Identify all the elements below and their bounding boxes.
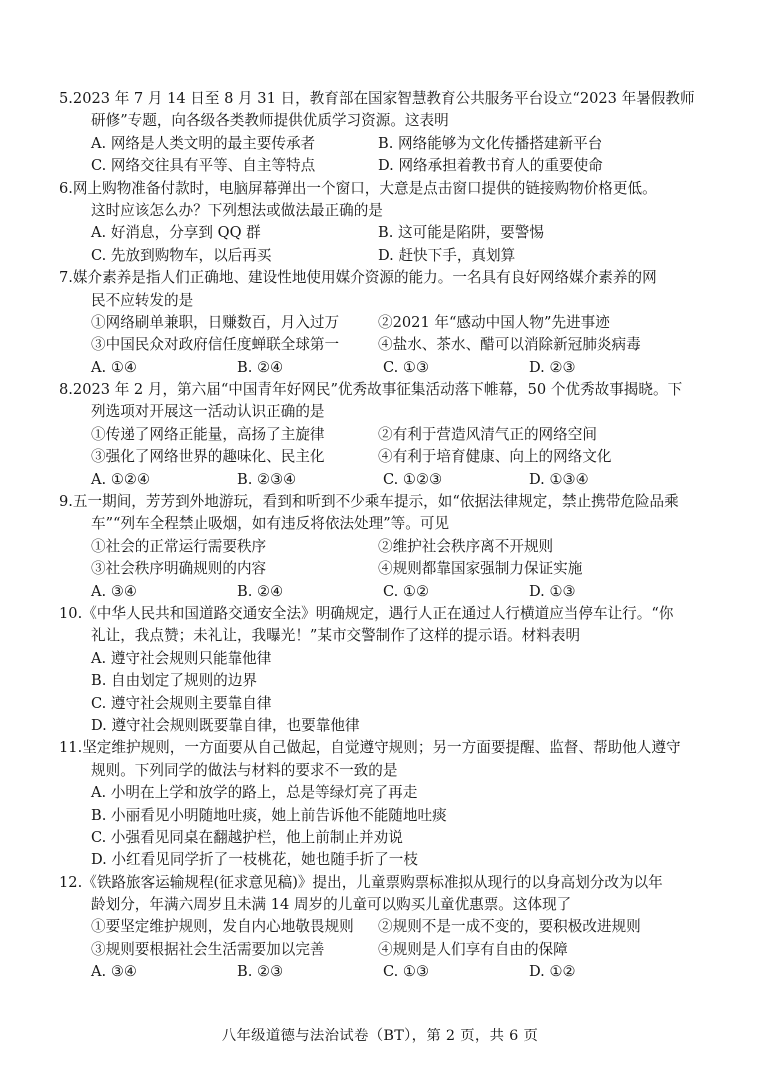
question-stem: 5.2023 年 7 月 14 日至 8 月 31 日，教育部在国家智慧教育公共服务平台设立“2023 年暑假教师 [59,90,695,107]
option-b: B. ②③ [237,963,284,981]
statement-4: ④规则是人们享有自由的保障 [378,940,568,958]
statement-3: ③规则要根据社会生活需要加以完善 [91,940,325,958]
question-list [59,88,709,984]
statement-1: ①要坚定维护规则，发自内心地敬畏规则 [91,918,354,936]
statement-row [59,424,709,446]
option-d: D. ①③④ [529,470,589,488]
statement-2: ②规则不是一成不变的，要积极改进规则 [378,918,641,936]
statement-3: ③强化了网络世界的趣味化、民主化 [91,448,325,466]
statement-row [59,536,709,558]
statement-3: ③社会秩序明确规则的内容 [91,560,267,578]
question-10 [59,603,709,737]
option-row [59,357,709,379]
option-b: B. ②④ [237,358,284,376]
statement-2: ②维护社会秩序离不开规则 [378,537,554,555]
question-7 [59,267,709,379]
option-b: B. 这可能是陷阱，要警惕 [378,224,544,242]
option-row [59,581,709,603]
statement-4: ④有利于培育健康、向上的网络文化 [378,448,612,466]
question-stem: 研修”专题，向各级各类教师提供优质学习资源。这表明 [91,112,449,130]
question-12 [59,872,709,984]
option-d: D. 遵守社会规则既要靠自律，也要靠他律 [91,716,360,734]
question-stem: 9.五一期间，芳芳到外地游玩，看到和听到不少乘车提示，如“依据法律规定，禁止携带危险品乘 [59,493,679,511]
option-d: D. 赶快下手，真划算 [378,246,516,264]
statement-1: ①传递了网络正能量，高扬了主旋律 [91,425,325,443]
option-c: C. ①③ [383,963,430,981]
option-d: D. 小红看见同学折了一枝桃花，她也随手折了一枝 [91,851,418,869]
statement-1: ①社会的正常运行需要秩序 [91,537,267,555]
question-5 [59,88,709,178]
option-b: B. ②③④ [237,470,297,488]
option-b: B. ②④ [237,582,284,600]
statement-row [59,312,709,334]
statement-4: ④盐水、茶水、醋可以消除新冠肺炎病毒 [378,336,641,354]
option-d: D. ①③ [529,582,576,600]
option-a: A. 小明在上学和放学的路上，总是等绿灯亮了再走 [91,784,418,802]
option-a: A. ③④ [91,963,137,981]
option-a: A. 好消息，分享到 QQ 群 [91,224,261,242]
question-stem: 6.网上购物准备付款时，电脑屏幕弹出一个窗口，大意是点击窗口提供的链接购物价格更低。 [59,179,657,197]
statement-4: ④规则都靠国家强制力保证实施 [378,560,583,578]
question-stem: 7.媒介素养是指人们正确地、建设性地使用媒介资源的能力。一名具有良好网络媒介素养的网 [59,269,657,287]
question-6 [59,178,709,268]
option-c: C. 先放到购物车，以后再买 [91,246,272,264]
option-c: C. ①② [383,582,430,600]
option-a: A. ①②④ [91,470,151,488]
statement-row [59,558,709,580]
option-d: D. 网络承担着教书育人的重要使命 [378,157,603,175]
option-c: C. 遵守社会规则主要靠自律 [91,694,272,712]
question-stem: 民不应转发的是 [91,291,194,309]
question-stem: 列选项对开展这一活动认识正确的是 [91,403,325,421]
question-stem: 车”“列车全程禁止吸烟，如有违反将依法处理”等。可见 [91,515,450,533]
option-row [59,245,709,267]
option-d: D. ②③ [529,358,576,376]
question-stem: 10.《中华人民共和国道路交通安全法》明确规定，遇行人正在通过人行横道应当停车让行。“你 [59,604,674,622]
option-b: B. 自由划定了规则的边界 [91,672,257,690]
option-c: C. 网络交往具有平等、自主等特点 [91,157,316,175]
question-stem: 规则。下列同学的做法与材料的要求不一致的是 [91,761,398,779]
statement-row [59,446,709,468]
option-row [59,155,709,177]
option-c: C. ①③ [383,358,430,376]
option-a: A. 遵守社会规则只能靠他律 [91,649,272,667]
option-c: C. ①②③ [383,470,443,488]
question-8 [59,379,709,491]
statement-row [59,916,709,938]
option-b: B. 网络能够为文化传播搭建新平台 [378,134,603,152]
page-footer: 八年级道德与法治试卷（BT），第 2 页，共 6 页 [221,1028,539,1044]
question-11 [59,737,709,871]
question-9 [59,491,709,603]
statement-row [59,334,709,356]
statement-row [59,939,709,961]
option-row [59,222,709,244]
question-stem: 8.2023 年 2 月，第六届“中国青年好网民”优秀故事征集活动落下帷幕，50 个优秀故事揭晓。下 [59,381,683,399]
option-a: A. ①④ [91,358,137,376]
question-stem: 礼让，我点赞；未礼让，我曝光！”某市交警制作了这样的提示语。材料表明 [91,627,581,645]
option-row [59,961,709,983]
option-d: D. ①② [529,963,576,981]
statement-3: ③中国民众对政府信任度蝉联全球第一 [91,336,340,354]
statement-2: ②2021 年“感动中国人物”先进事迹 [378,313,610,331]
question-stem: 11.坚定维护规则，一方面要从自己做起，自觉遵守规则；另一方面要提醒、监督、帮助他人遵守 [59,739,681,757]
question-stem: 12.《铁路旅客运输规程(征求意见稿)》提出，儿童票购票标准拟从现行的以身高划分改为以年 [59,873,663,891]
option-b: B. 小丽看见小明随地吐痰，她上前告诉他不能随地吐痰 [91,806,447,824]
option-c: C. 小强看见同桌在翻越护栏，他上前制止并劝说 [91,828,403,846]
option-row [59,133,709,155]
statement-1: ①网络刷单兼职，日赚数百，月入过万 [91,313,340,331]
option-row [59,469,709,491]
option-a: A. ③④ [91,582,137,600]
statement-2: ②有利于营造风清气正的网络空间 [378,425,597,443]
option-a: A. 网络是人类文明的最主要传承者 [91,134,316,152]
question-stem: 这时应该怎么办？下列想法或做法最正确的是 [91,201,383,219]
question-stem: 龄划分，年满六周岁且未满 14 周岁的儿童可以购买儿童优惠票。这体现了 [91,896,572,914]
